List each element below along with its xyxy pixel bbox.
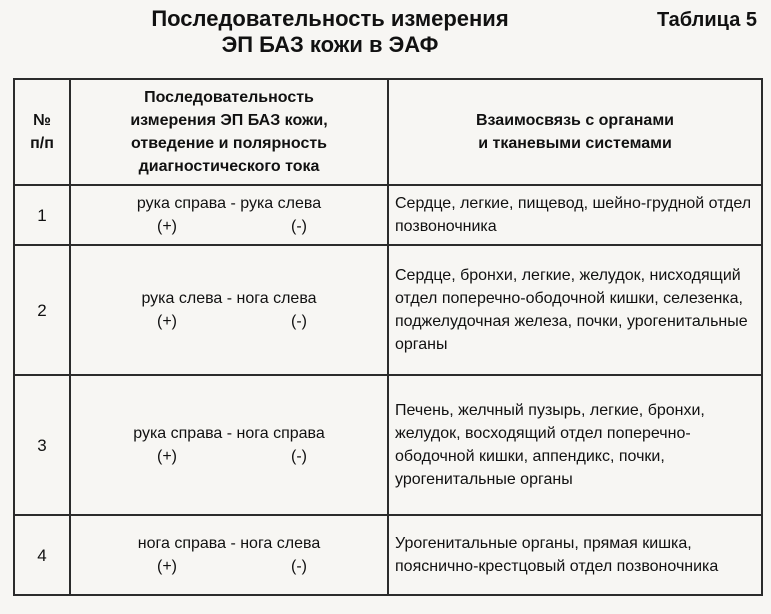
measurement-table xyxy=(13,78,763,596)
polarity xyxy=(151,445,307,468)
title-line-1: Последовательность измерения xyxy=(151,6,509,31)
header-line: Взаимосвязь с органами xyxy=(476,112,674,129)
table-row xyxy=(14,185,762,245)
row-number: 2 xyxy=(14,245,70,375)
row-number: 3 xyxy=(14,375,70,515)
column-header-organs xyxy=(388,79,762,185)
lead-cell xyxy=(70,515,388,595)
title-block xyxy=(0,6,771,62)
organs-cell: Сердце, бронхи, легкие, желудок, нисходящий отдел поперечно-ободочной кишки, селезенка, поджелудочная железа, почки, урогенитальные органы xyxy=(388,245,762,375)
lead-pair: нога справа - нога слева xyxy=(137,535,321,552)
organs-cell: Печень, желчный пузырь, легкие, бронхи, желудок, восходящий отдел поперечно-ободочной кишки, аппендикс, почки, урогенитальные органы xyxy=(388,375,762,515)
header-line: п/п xyxy=(30,135,54,152)
polarity-positive: (+) xyxy=(157,448,177,465)
header-line: Последовательность xyxy=(144,89,314,106)
header-line: и тканевыми системами xyxy=(478,135,672,152)
row-number: 1 xyxy=(14,185,70,245)
table-row xyxy=(14,375,762,515)
polarity-negative: (-) xyxy=(291,218,307,235)
title-line-2: ЭП БАЗ кожи в ЭАФ xyxy=(221,32,439,57)
header-line: отведение и полярность xyxy=(130,135,328,152)
row-number: 4 xyxy=(14,515,70,595)
lead-pair: рука справа - нога справа xyxy=(133,425,325,442)
polarity-positive: (+) xyxy=(157,558,177,575)
table-header-row xyxy=(14,79,762,185)
organs-cell: Сердце, легкие, пищевод, шейно-грудной отдел позвоночника xyxy=(388,185,762,245)
polarity xyxy=(151,215,307,238)
header-line: № xyxy=(33,112,51,129)
lead-cell xyxy=(70,185,388,245)
polarity-positive: (+) xyxy=(157,218,177,235)
lead-pair: рука слева - нога слева xyxy=(141,290,317,307)
lead-cell xyxy=(70,375,388,515)
table-row xyxy=(14,245,762,375)
lead-cell xyxy=(70,245,388,375)
polarity xyxy=(151,555,307,578)
page-title xyxy=(70,6,590,58)
organs-cell: Урогенитальные органы, прямая кишка, пояснично-крестцовый отдел позвоночника xyxy=(388,515,762,595)
polarity xyxy=(151,310,307,333)
polarity-negative: (-) xyxy=(291,558,307,575)
table-number-label: Таблица 5 xyxy=(656,9,757,31)
polarity-negative: (-) xyxy=(291,448,307,465)
header-line: измерения ЭП БАЗ кожи, xyxy=(130,112,328,129)
header-line: диагностического тока xyxy=(138,158,320,175)
polarity-positive: (+) xyxy=(157,313,177,330)
column-header-sequence xyxy=(70,79,388,185)
table-row xyxy=(14,515,762,595)
lead-pair: рука справа - рука слева xyxy=(136,195,322,212)
polarity-negative: (-) xyxy=(291,313,307,330)
column-header-number xyxy=(14,79,70,185)
